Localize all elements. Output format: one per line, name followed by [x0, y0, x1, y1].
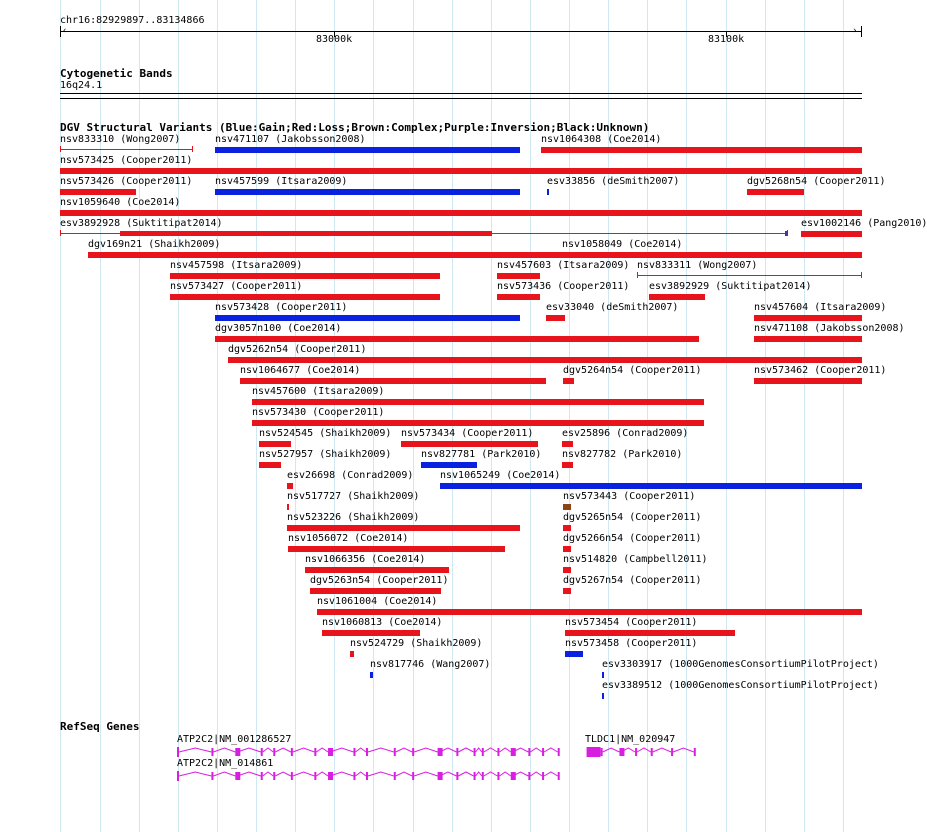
exon	[177, 747, 179, 757]
intron	[237, 748, 260, 752]
variant-label[interactable]: nsv471108 (Jakobsson2008)	[754, 323, 905, 334]
variant-line-cap	[60, 146, 61, 152]
variant-label[interactable]: esv25896 (Conrad2009)	[562, 428, 689, 439]
exon	[235, 748, 240, 756]
variant-bar[interactable]	[310, 588, 441, 594]
variant-label[interactable]: nsv457604 (Itsara2009)	[754, 302, 887, 313]
exon	[273, 772, 275, 780]
exon	[474, 772, 476, 780]
variant-bar[interactable]	[287, 525, 520, 531]
variant-bar[interactable]	[60, 189, 136, 195]
variant-label[interactable]: nsv524729 (Shaikh2009)	[350, 638, 483, 649]
exon	[314, 748, 316, 756]
variant-label[interactable]: nsv817746 (Wang2007)	[370, 659, 491, 670]
gene-model[interactable]	[177, 770, 564, 782]
variant-label[interactable]: nsv517727 (Shaikh2009)	[287, 491, 420, 502]
variant-label[interactable]: nsv514820 (Campbell2011)	[563, 554, 708, 565]
variant-label[interactable]: nsv523226 (Shaikh2009)	[287, 512, 420, 523]
variant-label[interactable]: nsv1064308 (Coe2014)	[541, 134, 662, 145]
variant-line[interactable]	[60, 149, 192, 150]
variant-bar[interactable]	[215, 315, 520, 321]
intron	[330, 748, 353, 752]
variant-label[interactable]: nsv827782 (Park2010)	[562, 449, 683, 460]
exon	[438, 748, 443, 756]
exon	[211, 772, 213, 780]
exon	[528, 748, 530, 756]
exon	[291, 772, 293, 780]
variant-label[interactable]: nsv573425 (Cooper2011)	[60, 155, 193, 166]
variant-bar[interactable]	[440, 483, 862, 489]
exon	[261, 748, 263, 756]
exon	[235, 772, 240, 780]
variant-label[interactable]: nsv573454 (Cooper2011)	[565, 617, 698, 628]
variant-label[interactable]: nsv1056072 (Coe2014)	[288, 533, 409, 544]
exon	[482, 748, 484, 756]
intron	[263, 748, 274, 752]
variant-end-marker	[785, 231, 788, 236]
variant-label[interactable]: esv3892929 (Suktitipat2014)	[649, 281, 812, 292]
variant-label[interactable]: dgv5264n54 (Cooper2011)	[563, 365, 702, 376]
intron	[213, 772, 235, 776]
exon	[456, 772, 458, 780]
intron	[330, 772, 353, 776]
variant-bar[interactable]	[252, 420, 704, 426]
intron	[179, 772, 211, 776]
intron	[673, 748, 694, 752]
variant-bar[interactable]	[747, 189, 804, 195]
variant-label[interactable]: nsv1065249 (Coe2014)	[440, 470, 561, 481]
intron	[396, 772, 412, 776]
gene-model[interactable]	[177, 746, 564, 758]
variant-label[interactable]: nsv1061004 (Coe2014)	[317, 596, 438, 607]
intron	[476, 748, 482, 752]
variant-bar[interactable]	[287, 504, 289, 510]
variant-label[interactable]: esv3892928 (Suktitipat2014)	[60, 218, 223, 229]
exon	[438, 772, 443, 780]
variant-label[interactable]: nsv573427 (Cooper2011)	[170, 281, 303, 292]
ruler-tick-label: 83100k	[708, 34, 745, 45]
cytoband-track-title: Cytogenetic Bands	[60, 67, 173, 80]
variant-label[interactable]: esv33856 (deSmith2007)	[547, 176, 680, 187]
exon	[456, 748, 458, 756]
variant-label[interactable]: esv1002146 (Pang2010)	[801, 218, 927, 229]
exon	[366, 748, 368, 756]
intron	[263, 772, 274, 776]
intron	[499, 772, 510, 776]
variant-label[interactable]: nsv1066356 (Coe2014)	[305, 554, 426, 565]
exon	[542, 772, 544, 780]
variant-bar[interactable]	[322, 630, 420, 636]
intron	[458, 772, 473, 776]
intron	[237, 772, 260, 776]
exon	[291, 748, 293, 756]
intron	[530, 772, 542, 776]
variant-bar[interactable]	[562, 252, 862, 258]
variant-bar[interactable]	[240, 378, 546, 384]
exon	[394, 748, 396, 756]
exon	[314, 772, 316, 780]
variant-label[interactable]: dgv5263n54 (Cooper2011)	[310, 575, 449, 586]
intron	[458, 748, 473, 752]
variant-bar[interactable]	[259, 441, 291, 447]
variant-bar[interactable]	[565, 630, 735, 636]
gene-label[interactable]: TLDC1|NM_020947	[585, 734, 676, 745]
variant-label[interactable]: nsv573430 (Cooper2011)	[252, 407, 385, 418]
intron	[179, 748, 211, 752]
variant-bar[interactable]	[120, 231, 492, 236]
variant-bar[interactable]	[649, 294, 705, 300]
variant-label[interactable]: nsv573426 (Cooper2011)	[60, 176, 193, 187]
variant-bar[interactable]	[215, 147, 520, 153]
exon	[651, 748, 653, 756]
exon	[482, 772, 484, 780]
ruler-tick-label: 83000k	[316, 34, 353, 45]
gene-model[interactable]	[585, 746, 699, 758]
intron	[484, 748, 498, 752]
exon	[497, 748, 499, 756]
variant-bar[interactable]	[546, 315, 565, 321]
cytoband-bar-bottom	[60, 98, 862, 99]
variant-label[interactable]: esv3303917 (1000GenomesConsortiumPilotProject)	[602, 659, 879, 670]
variant-bar[interactable]	[754, 378, 862, 384]
gene-label[interactable]: ATP2C2|NM_001286527	[177, 734, 292, 745]
exon	[261, 772, 263, 780]
variant-bar[interactable]	[421, 462, 477, 468]
variant-label[interactable]: esv3389512 (1000GenomesConsortiumPilotProject)	[602, 680, 879, 691]
exon	[474, 748, 476, 756]
intron	[414, 772, 437, 776]
variant-bar[interactable]	[547, 189, 549, 195]
cytoband-bar-top	[60, 93, 862, 94]
variant-line[interactable]	[637, 275, 862, 276]
variant-bar[interactable]	[60, 210, 862, 216]
variant-label[interactable]: dgv5267n54 (Cooper2011)	[563, 575, 702, 586]
variant-label[interactable]: nsv1058049 (Coe2014)	[562, 239, 683, 250]
variant-line-cap	[60, 230, 61, 236]
exon	[273, 748, 275, 756]
variant-label[interactable]: nsv573462 (Cooper2011)	[754, 365, 887, 376]
intron	[530, 748, 542, 752]
variant-bar[interactable]	[565, 651, 583, 657]
intron	[476, 772, 482, 776]
exon	[394, 772, 396, 780]
exon	[497, 772, 499, 780]
exon	[671, 748, 673, 756]
variant-label[interactable]: nsv1060813 (Coe2014)	[322, 617, 443, 628]
variant-bar[interactable]	[602, 693, 604, 699]
variant-label[interactable]: dgv3057n100 (Coe2014)	[215, 323, 342, 334]
variant-bar[interactable]	[562, 441, 573, 447]
variant-bar[interactable]	[215, 336, 699, 342]
ruler-left-end	[60, 26, 61, 37]
intron	[499, 748, 510, 752]
variant-label[interactable]: nsv457598 (Itsara2009)	[170, 260, 303, 271]
variant-label[interactable]: nsv457599 (Itsara2009)	[215, 176, 348, 187]
ruler-right-arrow: ›	[852, 26, 858, 36]
variant-line-cap	[637, 272, 638, 278]
variant-bar[interactable]	[317, 609, 862, 615]
intron	[484, 772, 498, 776]
exon	[328, 748, 333, 756]
variant-label[interactable]: nsv457600 (Itsara2009)	[252, 386, 385, 397]
intron	[637, 748, 651, 752]
exon	[353, 772, 355, 780]
exon	[558, 748, 560, 756]
variant-label[interactable]: nsv573436 (Cooper2011)	[497, 281, 630, 292]
intron	[316, 772, 328, 776]
variant-label[interactable]: nsv573434 (Cooper2011)	[401, 428, 534, 439]
variant-bar[interactable]	[350, 651, 354, 657]
exon	[528, 772, 530, 780]
exon	[511, 772, 516, 780]
variant-label[interactable]: dgv5266n54 (Cooper2011)	[563, 533, 702, 544]
exon	[366, 772, 368, 780]
variant-bar[interactable]	[801, 231, 862, 237]
variant-bar[interactable]	[170, 294, 440, 300]
grid-line	[804, 0, 805, 832]
variant-bar[interactable]	[287, 483, 293, 489]
variant-bar[interactable]	[754, 315, 862, 321]
intron	[544, 772, 558, 776]
variant-bar[interactable]	[602, 672, 604, 678]
variant-bar[interactable]	[259, 462, 281, 468]
variant-bar[interactable]	[60, 168, 862, 174]
variant-bar[interactable]	[370, 672, 373, 678]
variant-label[interactable]: dgv5265n54 (Cooper2011)	[563, 512, 702, 523]
intron	[653, 748, 671, 752]
exon	[601, 748, 603, 756]
intron	[293, 748, 314, 752]
variant-line-cap	[861, 272, 862, 278]
variant-bar[interactable]	[563, 588, 571, 594]
variant-label[interactable]: dgv5268n54 (Cooper2011)	[747, 176, 886, 187]
refseq-track-title: RefSeq Genes	[60, 720, 140, 733]
ruler-right-end	[861, 26, 862, 37]
ruler-left-arrow: ‹	[62, 26, 68, 36]
variant-bar[interactable]	[288, 546, 505, 552]
intron	[368, 772, 394, 776]
intron	[355, 748, 366, 752]
exon	[635, 748, 637, 756]
exon	[619, 748, 624, 756]
variant-bar[interactable]	[563, 567, 571, 573]
variant-label[interactable]: nsv471107 (Jakobsson2008)	[215, 134, 366, 145]
intron	[544, 748, 558, 752]
variant-label[interactable]: esv33040 (deSmith2007)	[546, 302, 679, 313]
variant-label[interactable]: nsv524545 (Shaikh2009)	[259, 428, 392, 439]
variant-bar[interactable]	[497, 273, 540, 279]
exon	[412, 748, 414, 756]
cytoband-label: 16q24.1	[60, 80, 103, 91]
intron	[275, 772, 291, 776]
variant-label[interactable]: nsv827781 (Park2010)	[421, 449, 542, 460]
variant-label[interactable]: nsv527957 (Shaikh2009)	[259, 449, 392, 460]
variant-bar[interactable]	[563, 546, 571, 552]
variant-label[interactable]: esv26698 (Conrad2009)	[287, 470, 414, 481]
intron	[355, 772, 366, 776]
grid-line	[843, 0, 844, 832]
variant-bar[interactable]	[401, 441, 538, 447]
variant-bar[interactable]	[754, 336, 862, 342]
dgv-track-title: DGV Structural Variants (Blue:Gain;Red:Loss;Brown:Complex;Purple:Inversion;Black:Unknown)	[60, 121, 650, 134]
variant-label[interactable]: nsv573443 (Cooper2011)	[563, 491, 696, 502]
variant-label[interactable]: nsv573458 (Cooper2011)	[565, 638, 698, 649]
variant-bar[interactable]	[497, 294, 540, 300]
variant-bar[interactable]	[305, 567, 449, 573]
variant-line-cap	[192, 146, 193, 152]
exon	[587, 747, 601, 757]
variant-bar[interactable]	[215, 189, 520, 195]
variant-bar[interactable]	[252, 399, 704, 405]
variant-label[interactable]: nsv1059640 (Coe2014)	[60, 197, 181, 208]
intron	[603, 748, 620, 752]
intron	[275, 748, 291, 752]
exon	[511, 748, 516, 756]
variant-bar[interactable]	[562, 462, 573, 468]
variant-bar[interactable]	[563, 378, 574, 384]
variant-label[interactable]: nsv573428 (Cooper2011)	[215, 302, 348, 313]
ruler-location: chr16:82929897..83134866	[60, 15, 205, 26]
variant-bar[interactable]	[563, 525, 571, 531]
exon	[542, 748, 544, 756]
exon	[177, 771, 179, 781]
variant-bar[interactable]	[170, 273, 440, 279]
exon	[558, 772, 560, 780]
gene-label[interactable]: ATP2C2|NM_014861	[177, 758, 274, 769]
exon	[328, 772, 333, 780]
grid-line	[686, 0, 687, 832]
intron	[316, 748, 328, 752]
ruler-axis	[60, 31, 862, 32]
intron	[368, 748, 394, 752]
grid-line	[726, 0, 727, 832]
exon	[694, 748, 696, 756]
variant-label[interactable]: nsv833311 (Wong2007)	[637, 260, 758, 271]
variant-bar[interactable]	[563, 504, 571, 510]
intron	[293, 772, 314, 776]
variant-label[interactable]: nsv833310 (Wong2007)	[60, 134, 181, 145]
variant-label[interactable]: dgv5262n54 (Cooper2011)	[228, 344, 367, 355]
variant-label[interactable]: nsv457603 (Itsara2009)	[497, 260, 630, 271]
variant-label[interactable]: nsv1064677 (Coe2014)	[240, 365, 361, 376]
variant-bar[interactable]	[228, 357, 862, 363]
grid-line	[765, 0, 766, 832]
exon	[412, 772, 414, 780]
intron	[213, 748, 235, 752]
exon	[211, 748, 213, 756]
exon	[353, 748, 355, 756]
intron	[414, 748, 437, 752]
variant-label[interactable]: dgv169n21 (Shaikh2009)	[88, 239, 221, 250]
intron	[396, 748, 412, 752]
variant-bar[interactable]	[541, 147, 862, 153]
